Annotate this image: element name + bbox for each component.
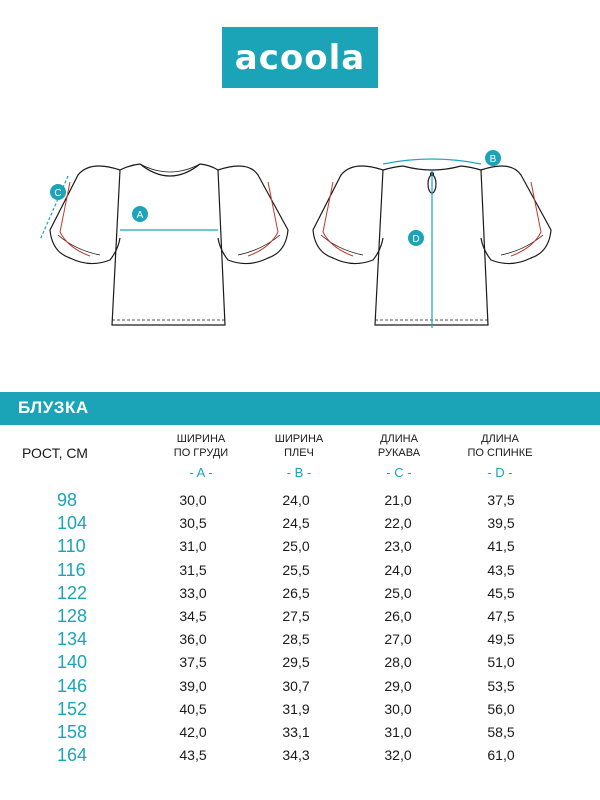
size-table [0,490,600,768]
col-header-b: ШИРИНА ПЛЕЧ [274,433,324,459]
value-b: 31,9 [282,700,310,717]
value-d: 61,0 [487,747,515,764]
value-a: 31,0 [179,538,207,555]
value-a: 39,0 [179,677,207,694]
value-c: 27,0 [384,631,412,648]
value-b: 30,7 [282,677,310,694]
front-view-drawing [50,164,288,325]
measure-line-b [383,159,481,164]
section-title: БЛУЗКА [18,398,89,417]
value-c: 21,0 [384,492,412,508]
row-header-label: РОСТ, СМ [22,445,88,461]
garment-diagrams [0,140,600,350]
value-a: 33,0 [179,584,207,601]
value-a: 40,5 [179,700,207,717]
col-header-d: ДЛИНА ПО СПИНКЕ [467,433,533,459]
height-value: 152 [57,698,88,719]
brand-logo [222,27,378,88]
value-b: 25,0 [282,538,310,555]
col-letter-b: - B - [286,465,312,480]
table-row [0,676,600,699]
value-a: 30,0 [179,492,207,508]
height-value: 116 [57,559,86,580]
value-d: 58,5 [487,723,515,740]
value-c: 28,0 [384,654,412,671]
value-b: 26,5 [282,584,310,601]
value-d: 47,5 [487,607,515,624]
col-letter-a: - A - [189,465,213,480]
height-value: 140 [57,652,88,673]
value-b: 29,5 [282,654,310,671]
table-row [0,536,600,559]
back-sleeve-seam-left [323,182,353,256]
value-b: 25,5 [282,561,310,578]
height-value: 128 [57,605,88,626]
marker-c: C [54,188,62,199]
value-c: 24,0 [384,561,412,578]
height-value: 110 [57,536,86,557]
value-b: 24,0 [282,492,310,508]
value-a: 37,5 [179,654,207,671]
value-b: 27,5 [282,607,310,624]
value-a: 30,5 [179,515,207,532]
col-header-c: ДЛИНА РУКАВА [377,433,421,459]
table-row [0,629,600,652]
height-value: 164 [57,745,88,766]
value-c: 30,0 [384,700,412,717]
value-a: 34,5 [179,607,207,624]
marker-a: A [136,210,144,221]
value-d: 49,5 [487,631,515,648]
height-value: 134 [57,629,88,650]
table-row [0,513,600,536]
value-b: 28,5 [282,631,310,648]
value-d: 41,5 [487,538,515,555]
value-c: 23,0 [384,538,412,555]
value-d: 43,5 [487,561,515,578]
table-row [0,652,600,675]
col-header-a: ШИРИНА ПО ГРУДИ [173,433,229,459]
value-a: 43,5 [179,747,207,764]
table-row [0,583,600,606]
value-a: 31,5 [179,561,207,578]
value-b: 24,5 [282,515,310,532]
table-row [0,490,600,513]
value-a: 42,0 [179,723,207,740]
section-banner [0,392,600,425]
value-d: 51,0 [487,654,515,671]
marker-b: B [489,154,497,165]
value-a: 36,0 [179,631,207,648]
value-c: 22,0 [384,515,412,532]
value-c: 31,0 [384,723,412,740]
value-d: 53,5 [487,677,515,694]
table-row [0,745,600,768]
value-d: 37,5 [487,492,515,508]
value-c: 32,0 [384,747,412,764]
height-value: 98 [57,490,78,510]
value-c: 25,0 [384,584,412,601]
value-c: 29,0 [384,677,412,694]
height-value: 104 [57,513,88,534]
table-row [0,606,600,629]
value-d: 39,5 [487,515,515,532]
col-letter-c: - C - [386,465,412,480]
value-d: 45,5 [487,584,515,601]
front-sleeve-seam-right [248,182,278,256]
height-value: 146 [57,675,88,696]
value-b: 33,1 [282,723,310,740]
height-value: 158 [57,721,88,742]
logo-text: acoola [234,37,366,78]
table-row [0,560,600,583]
value-d: 56,0 [487,700,515,717]
table-row [0,699,600,722]
table-row [0,722,600,745]
col-letter-d: - D - [487,465,513,480]
marker-d: D [412,234,420,245]
value-b: 34,3 [282,747,310,764]
height-value: 122 [57,582,88,603]
back-sleeve-seam-right [511,182,541,256]
value-c: 26,0 [384,607,412,624]
